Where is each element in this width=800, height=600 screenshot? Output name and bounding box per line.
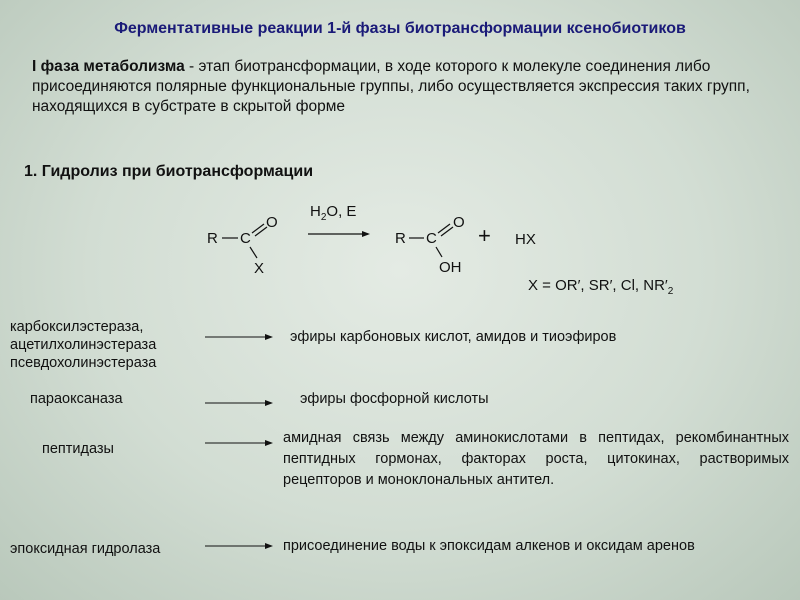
enzyme-label-paraoxonase (30, 390, 123, 408)
byproduct-hx: HX (515, 231, 536, 248)
enzyme-name: карбоксилэстераза, (10, 319, 144, 335)
enzyme-name: ацетилхолинэстераза (10, 337, 157, 353)
enzyme-label-esterases (10, 318, 156, 372)
product-co-bond-2 (441, 227, 453, 236)
enzyme-name: параоксаназа (30, 391, 123, 407)
section-heading: 1. Гидролиз при биотрансформации (24, 163, 314, 180)
substrate-text: эфиры карбоновых кислот, амидов и тиоэфиров (290, 329, 617, 345)
substrate-text: эфиры фосфорной кислоты (300, 391, 489, 407)
plus-sign: + (478, 223, 491, 248)
definition-separator: - (184, 58, 199, 75)
substrate-text: присоединение воды к эпоксидам алкенов и оксидам аренов (283, 538, 695, 554)
enzyme-arrow (205, 541, 275, 551)
product-oh: OH (439, 259, 462, 276)
product-r: R (395, 230, 406, 247)
enzyme-name: пептидазы (42, 441, 114, 457)
enzyme-arrow (205, 438, 275, 448)
enzyme-name: эпоксидная гидролаза (10, 541, 161, 557)
reactant-cx-bond (250, 247, 257, 258)
reactant-r: R (207, 230, 218, 247)
product-co-bond-1 (438, 224, 450, 233)
definition-term: I фаза метаболизма (32, 58, 185, 75)
enzyme-arrow (205, 398, 275, 408)
x-definition: X = OR′, SR′, Cl, $NR'_2$ (528, 277, 674, 297)
enzyme-arrow (205, 332, 275, 342)
definition-text: этап биотрансформации, в ходе которого к молекуле соединения либо присоединяются полярные функциональные группы, либо осуществляется экспрессия таких групп, находящихся в субстрате в скрытой форме (32, 58, 750, 115)
reactant-co-bond-1 (252, 224, 264, 233)
enzyme-label-peptidases (42, 440, 114, 458)
reactant-o: O (266, 214, 278, 231)
reaction-conditions: $H_2O$, E (310, 203, 357, 223)
reaction-arrow-head (362, 231, 370, 237)
enzyme-label-epoxide-hydrolase (10, 540, 160, 558)
product-coh-bond (436, 247, 442, 257)
reactant-x: X (254, 260, 265, 277)
substrate-text: амидная связь между аминокислотами в пептидах, рекомбинантных пептидных гормонах, факторах роста, цитокинах, растворимых рецепторов и моноклональных антител. (283, 430, 789, 488)
slide-title: Ферментативные реакции 1-й фазы биотрансформации ксенобиотиков (114, 20, 686, 37)
product-c: C (426, 230, 437, 247)
product-o: O (453, 214, 465, 231)
reactant-c: C (240, 230, 251, 247)
enzyme-name: псевдохолинэстераза (10, 355, 157, 371)
